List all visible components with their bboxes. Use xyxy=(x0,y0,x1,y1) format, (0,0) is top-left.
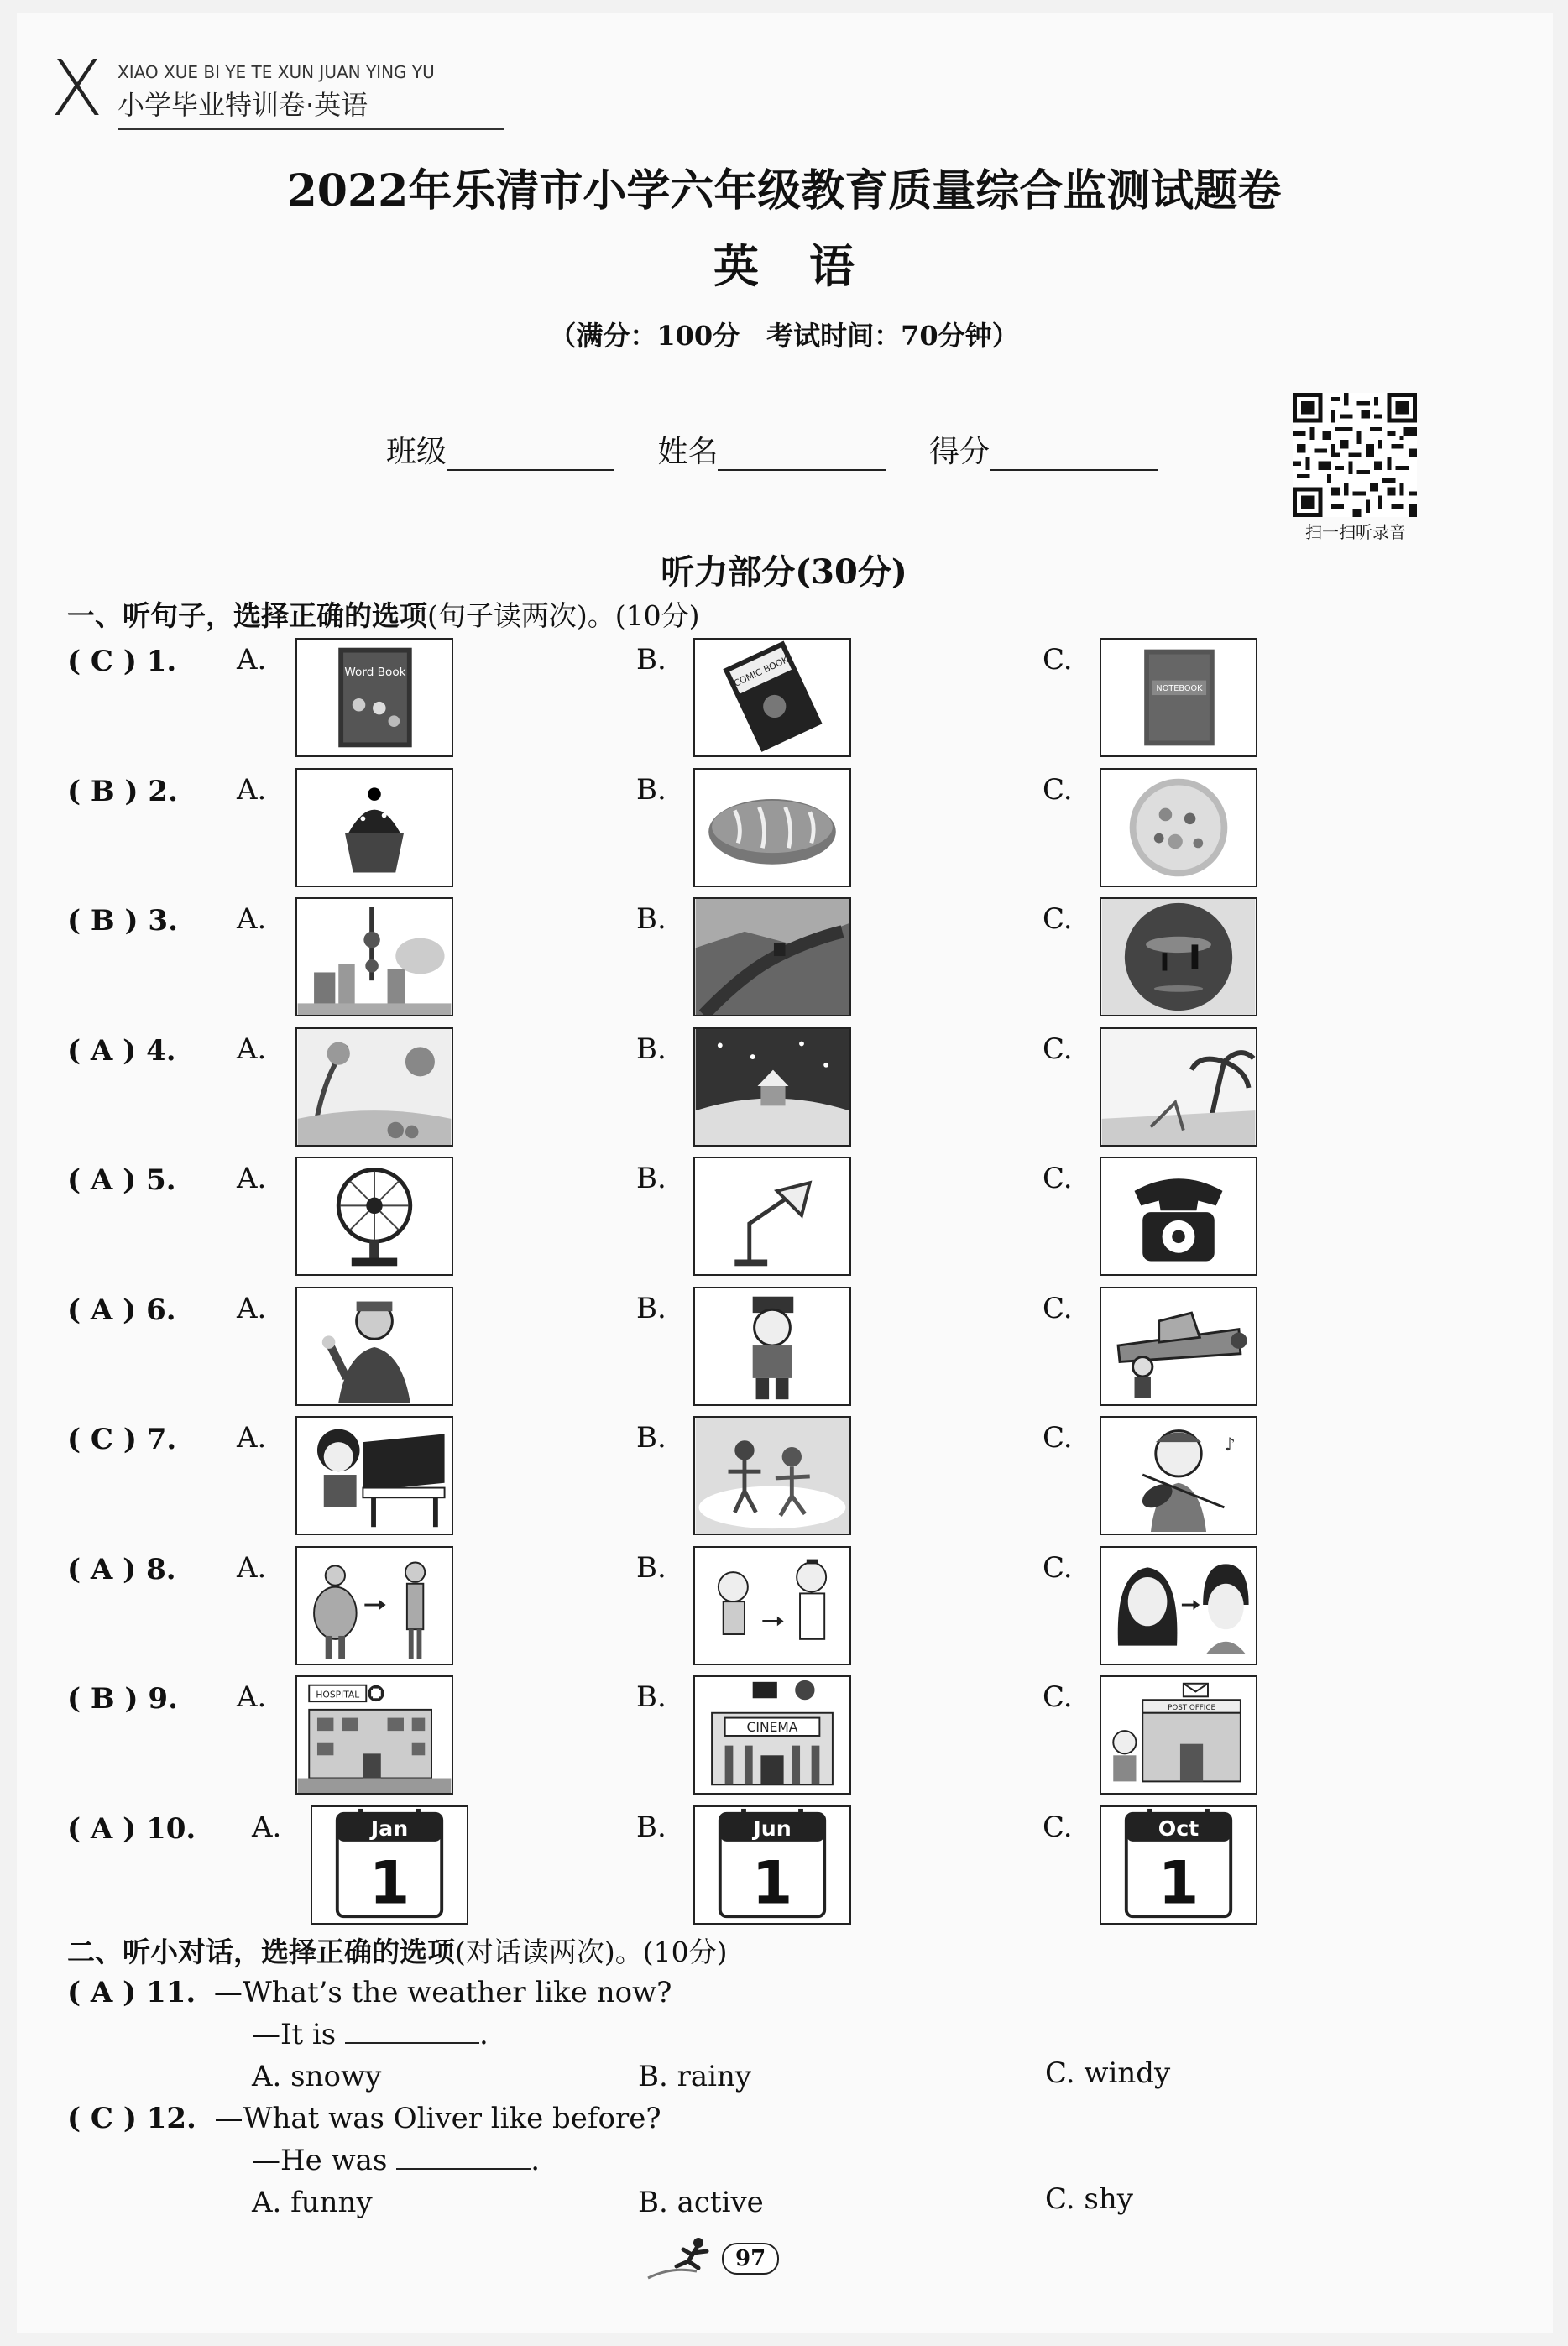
question-5-option-a-label: A. xyxy=(237,1162,267,1195)
part1-heading xyxy=(67,594,700,634)
question-2-option-a-label: A. xyxy=(237,772,267,807)
question-10-option-a-label: A. xyxy=(252,1810,282,1844)
q11-period: . xyxy=(479,2018,489,2051)
notebook-picture[interactable] xyxy=(1100,638,1257,757)
question-4-option-b-label: B. xyxy=(636,1032,666,1066)
question-2-mark[interactable]: ( B ) 2. xyxy=(67,774,178,808)
page-number: 97 xyxy=(722,2243,779,2275)
brand-divider xyxy=(118,128,504,130)
question-4-option-a-label: A. xyxy=(237,1032,267,1066)
violin-picture[interactable] xyxy=(1100,1416,1257,1535)
question-7-option-b-label: B. xyxy=(636,1421,666,1455)
question-8 xyxy=(0,1546,1568,1672)
svg-text:1: 1 xyxy=(751,1848,793,1918)
q12-period: . xyxy=(531,2144,541,2177)
svg-text:1: 1 xyxy=(368,1848,410,1918)
question-3-option-b-label: B. xyxy=(636,902,666,936)
question-3-option-c-label: C. xyxy=(1043,902,1073,936)
svg-text:NOTEBOOK: NOTEBOOK xyxy=(1156,684,1203,694)
exam-info: （满分：100分 考试时间：70分钟） xyxy=(549,320,1019,352)
question-6-mark[interactable]: ( A ) 6. xyxy=(67,1293,176,1327)
desk-lamp-picture[interactable] xyxy=(693,1157,851,1276)
question-8-option-a-label: A. xyxy=(237,1550,267,1585)
question-10-option-c-label: C. xyxy=(1043,1810,1073,1844)
question-1-option-c-label: C. xyxy=(1043,643,1073,677)
name-field[interactable] xyxy=(657,428,886,471)
question-9-option-c-label: C. xyxy=(1043,1680,1073,1714)
svg-text:Jan: Jan xyxy=(370,1816,409,1841)
svg-text:HOSPITAL: HOSPITAL xyxy=(316,1689,360,1701)
cinema-picture[interactable] xyxy=(693,1675,851,1795)
brand-logo-letter: X xyxy=(50,44,104,133)
question-9-option-b-label: B. xyxy=(636,1680,666,1714)
question-2-option-b-label: B. xyxy=(636,772,666,807)
part2-heading-text: 二、听小对话，选择正确的选项 xyxy=(67,1936,455,1968)
pizza-picture[interactable] xyxy=(1100,768,1257,887)
question-7-option-a-label: A. xyxy=(237,1421,267,1455)
class-blank[interactable] xyxy=(447,441,614,471)
class-label: 班级 xyxy=(386,435,447,469)
question-1-mark[interactable]: ( C ) 1. xyxy=(67,645,177,678)
svg-text:POST OFFICE: POST OFFICE xyxy=(1168,1703,1216,1712)
question-4-option-c-label: C. xyxy=(1043,1032,1073,1066)
part1-heading-note: (句子读两次)。(10分) xyxy=(427,599,700,632)
calendar-picture[interactable] xyxy=(693,1805,851,1925)
svg-text:1: 1 xyxy=(1158,1848,1200,1918)
score-field[interactable] xyxy=(929,428,1158,471)
score-blank[interactable] xyxy=(990,441,1158,471)
west-lake-picture[interactable] xyxy=(1100,897,1257,1016)
question-5-option-c-label: C. xyxy=(1043,1162,1073,1195)
part1-heading-text: 一、听句子，选择正确的选项 xyxy=(67,599,427,632)
autumn-picture[interactable] xyxy=(295,1027,453,1147)
name-label: 姓名 xyxy=(657,435,719,469)
q12-answer-blank[interactable] xyxy=(396,2145,531,2170)
question-2 xyxy=(0,768,1568,894)
svg-text:♪: ♪ xyxy=(1224,1434,1236,1455)
q11-option-c[interactable]: C. windy xyxy=(1045,2056,1171,2090)
q11-response: —It is xyxy=(252,2018,337,2051)
question-10-option-b-label: B. xyxy=(636,1810,666,1844)
post-office-picture[interactable] xyxy=(1100,1675,1257,1795)
fan-picture[interactable] xyxy=(295,1157,453,1276)
svg-text:CINEMA: CINEMA xyxy=(746,1720,798,1736)
q12-question: —What was Oliver like before? xyxy=(214,2102,661,2135)
q12-option-a[interactable]: A. funny xyxy=(252,2186,373,2219)
hospital-picture[interactable] xyxy=(295,1675,453,1795)
brand-header xyxy=(50,44,504,143)
q12-response: —He was xyxy=(252,2144,388,2177)
word-book-picture[interactable] xyxy=(295,638,453,757)
summer-beach-picture[interactable] xyxy=(1100,1027,1257,1147)
question-9 xyxy=(0,1675,1568,1801)
pilot-picture[interactable] xyxy=(1100,1287,1257,1406)
q11-option-a[interactable]: A. snowy xyxy=(252,2060,382,2093)
svg-text:Oct: Oct xyxy=(1158,1816,1200,1841)
part2-heading xyxy=(67,1931,728,1970)
police-officer-picture[interactable] xyxy=(693,1287,851,1406)
question-7-mark[interactable]: ( C ) 7. xyxy=(67,1423,177,1456)
part2-heading-note: (对话读两次)。(10分) xyxy=(455,1936,728,1968)
svg-text:Jun: Jun xyxy=(753,1816,792,1841)
question-1-option-a-label: A. xyxy=(237,643,267,677)
question-10 xyxy=(0,1805,1568,1931)
question-3-option-a-label: A. xyxy=(237,902,267,936)
q11-option-b[interactable]: B. rainy xyxy=(638,2060,752,2093)
q12-mark[interactable]: ( C ) 12. xyxy=(67,2102,196,2135)
bread-picture[interactable] xyxy=(693,768,851,887)
question-6 xyxy=(0,1287,1568,1413)
question-5-mark[interactable]: ( A ) 5. xyxy=(67,1163,176,1197)
calendar-picture[interactable] xyxy=(1100,1805,1257,1925)
question-1 xyxy=(0,638,1568,764)
brand-title: 小学毕业特训卷·英语 xyxy=(118,89,368,121)
hair-change-picture[interactable] xyxy=(1100,1546,1257,1665)
question-1-option-b-label: B. xyxy=(636,643,666,677)
worker-picture[interactable] xyxy=(295,1287,453,1406)
qr-code-icon[interactable] xyxy=(1293,393,1417,517)
question-7-option-c-label: C. xyxy=(1043,1421,1073,1455)
runner-icon xyxy=(646,2233,722,2283)
question-7 xyxy=(0,1416,1568,1542)
question-6-option-b-label: B. xyxy=(636,1291,666,1325)
question-8-option-c-label: C. xyxy=(1043,1550,1073,1585)
cupcake-picture[interactable] xyxy=(295,768,453,887)
q12-option-b[interactable]: B. active xyxy=(638,2186,764,2219)
student-fields xyxy=(386,428,1191,471)
telephone-picture[interactable] xyxy=(1100,1157,1257,1276)
city-tower-picture[interactable] xyxy=(295,897,453,1016)
subject-title: 英语 xyxy=(713,239,905,293)
q11-answer-blank[interactable] xyxy=(345,2019,479,2044)
question-9-mark[interactable]: ( B ) 9. xyxy=(67,1682,178,1716)
question-8-mark[interactable]: ( A ) 8. xyxy=(67,1552,176,1586)
question-4 xyxy=(0,1027,1568,1153)
q11-mark[interactable]: ( A ) 11. xyxy=(67,1976,196,2009)
question-6-option-a-label: A. xyxy=(237,1291,267,1325)
fat-to-thin-picture[interactable] xyxy=(295,1546,453,1665)
q12-option-c[interactable]: C. shy xyxy=(1045,2182,1133,2216)
winter-picture[interactable] xyxy=(693,1027,851,1147)
name-blank[interactable] xyxy=(718,441,886,471)
question-5 xyxy=(0,1157,1568,1283)
svg-text:Word Book: Word Book xyxy=(344,665,406,679)
q11-question: —What’s the weather like now? xyxy=(213,1976,672,2009)
question-10-mark[interactable]: ( A ) 10. xyxy=(67,1811,196,1846)
question-3-mark[interactable]: ( B ) 3. xyxy=(67,904,178,938)
question-8-option-b-label: B. xyxy=(636,1550,666,1585)
svg-text:COMIC BOOK: COMIC BOOK xyxy=(732,654,791,689)
question-4-mark[interactable]: ( A ) 4. xyxy=(67,1033,176,1068)
piano-picture[interactable] xyxy=(295,1416,453,1535)
exam-title: 2022年乐清市小学六年级教育质量综合监测试题卷 xyxy=(286,165,1282,217)
question-5-option-b-label: B. xyxy=(636,1162,666,1195)
nurse-change-picture[interactable] xyxy=(693,1546,851,1665)
class-field[interactable] xyxy=(386,428,614,471)
brand-pinyin: XIAO XUE BI YE TE XUN JUAN YING YU xyxy=(118,62,435,82)
comic-book-picture[interactable] xyxy=(693,638,851,757)
question-3 xyxy=(0,897,1568,1023)
calendar-picture[interactable] xyxy=(311,1805,468,1925)
score-label: 得分 xyxy=(928,435,990,469)
great-wall-picture[interactable] xyxy=(693,897,851,1016)
qr-caption: 扫一扫听录音 xyxy=(1305,522,1406,542)
question-6-option-c-label: C. xyxy=(1043,1291,1073,1325)
question-9-option-a-label: A. xyxy=(237,1680,267,1714)
skating-picture[interactable] xyxy=(693,1416,851,1535)
question-2-option-c-label: C. xyxy=(1043,772,1073,807)
listening-section-title: 听力部分(30分) xyxy=(661,552,907,592)
